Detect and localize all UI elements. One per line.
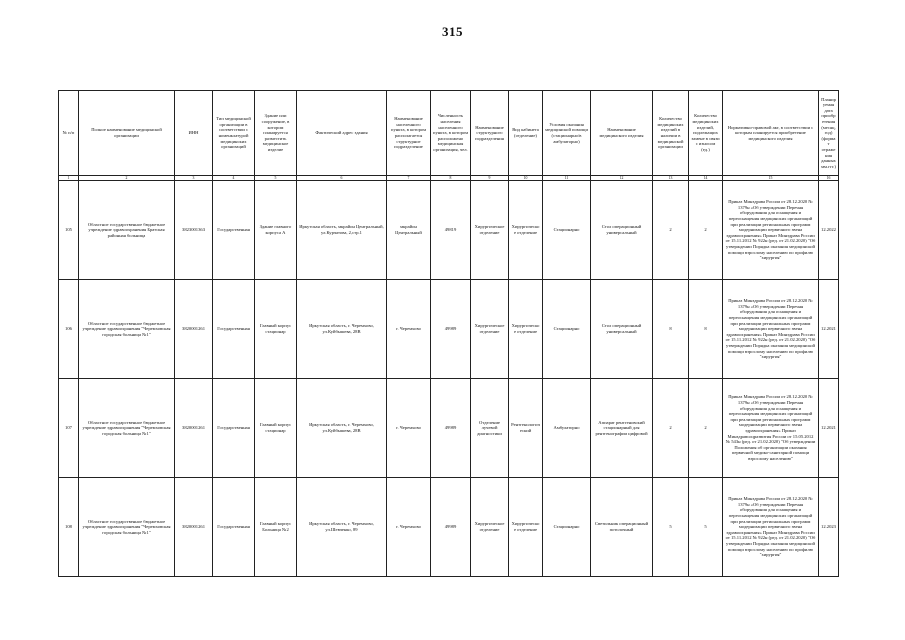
- quantity-available: 5: [653, 478, 689, 577]
- locality: г. Черемхово: [387, 280, 431, 379]
- population: 49819: [431, 181, 471, 280]
- structural-unit: Хирургическое отделение: [471, 478, 509, 577]
- medical-equipment-table: [58, 90, 839, 577]
- table-row: [59, 181, 839, 280]
- care-conditions: Стационарно: [543, 181, 591, 280]
- address: Иркутская область, мкрайон Центральный, ул.Курчатова, 2,стр.1: [297, 181, 387, 280]
- quantity-to-replace: 5: [689, 478, 723, 577]
- header-cell: Фактический адрес здания: [297, 91, 387, 176]
- column-index: 2: [79, 176, 175, 181]
- header-cell: Наименование структурного подразделения: [471, 91, 509, 176]
- organization-type: Государственная: [213, 379, 255, 478]
- header-cell: Количество медицинских изделий, подлежащих замене в связи с износом (ед.): [689, 91, 723, 176]
- device-name: Аппарат рентгеновский стационарный для рентгенографии цифровой: [591, 379, 653, 478]
- quantity-available: 2: [653, 379, 689, 478]
- column-index: 15: [723, 176, 819, 181]
- planned-date: 12.2022: [819, 181, 839, 280]
- organization-type: Государственная: [213, 280, 255, 379]
- locality: мкрайон Центральный: [387, 181, 431, 280]
- row-number: 108: [59, 478, 79, 577]
- planned-date: 12.2023: [819, 478, 839, 577]
- building: Главный корпус Больница №2: [255, 478, 297, 577]
- structural-unit: Хирургическое отделение: [471, 181, 509, 280]
- population: 49989: [431, 379, 471, 478]
- header-cell: ИНН: [175, 91, 213, 176]
- column-index: 1: [59, 176, 79, 181]
- structural-unit: Отделение лучевой диагностики: [471, 379, 509, 478]
- device-name: Светильник операционный потолочный: [591, 478, 653, 577]
- legal-act: Приказ Минздрава России от 28.12.2020 № 1379н «Об утверждении Перечня оборудования для оснащения и переоснащения медицинских организаций при реализации региональных программ модернизации первичного звена здравоохранения» Приказ Минздрава России от 15.11.2012 № 922н (ред. от 21.02.2020) "Об утверждении Порядка оказания медицинской помощи взрослому населению по профилю "хирургия": [723, 478, 819, 577]
- column-index: 3: [175, 176, 213, 181]
- device-name: Стол операционный универсальный: [591, 280, 653, 379]
- care-conditions: Стационарно: [543, 280, 591, 379]
- column-index: 8: [431, 176, 471, 181]
- planned-date: 12.2021: [819, 280, 839, 379]
- cabinet-type: Рентгенологический: [509, 379, 543, 478]
- quantity-to-replace: 8: [689, 280, 723, 379]
- header-cell: Условия оказания медицинской помощи (стационарно/в амбулаторно): [543, 91, 591, 176]
- row-number: 106: [59, 280, 79, 379]
- header-cell: Наименование населенного пункта, в котором располагается структурное подразделение: [387, 91, 431, 176]
- inn: 3820001261: [175, 280, 213, 379]
- cabinet-type: Хирургическое отделение: [509, 280, 543, 379]
- column-index: 16: [819, 176, 839, 181]
- quantity-to-replace: 2: [689, 379, 723, 478]
- row-number: 105: [59, 181, 79, 280]
- header-cell: Количество медицинских изделий в наличии в медицинской организации: [653, 91, 689, 176]
- column-index: 11: [543, 176, 591, 181]
- address: Иркутская область, г. Черемхово, ул.Шевченко, 89: [297, 478, 387, 577]
- header-cell: Нормативно-правовой акт, в соответствии с которым планируется приобретение медицинского изделия: [723, 91, 819, 176]
- locality: г. Черемхово: [387, 379, 431, 478]
- header-cell: Тип медицинской организации в соответствии с номенклатурой медицинских организаций: [213, 91, 255, 176]
- header-cell: Здание или сооружение, в котором планируется разместить медицинское изделие: [255, 91, 297, 176]
- device-name: Стол операционный универсальный: [591, 181, 653, 280]
- care-conditions: Стационарно: [543, 478, 591, 577]
- building: Здание главного корпуса А: [255, 181, 297, 280]
- population: 49989: [431, 478, 471, 577]
- column-index: 12: [591, 176, 653, 181]
- organization-name: Областное государственное бюджетное учреждение здравоохранения Братская районная больница: [79, 181, 175, 280]
- organization-name: Областное государственное бюджетное учреждение здравоохранения "Черемховская городская больница №1": [79, 280, 175, 379]
- planned-date: 12.2021: [819, 379, 839, 478]
- column-index: 9: [471, 176, 509, 181]
- header-cell: № п/п: [59, 91, 79, 176]
- locality: г. Черемхово: [387, 478, 431, 577]
- legal-act: Приказ Минздрава России от 28.12.2020 № 1379н «Об утверждении Перечня оборудования для оснащения и переоснащения медицинских организаций при реализации региональных программ модернизации первичного звена здравоохранения» Приказ Минздравсоцразвития России от 15.05.2012 № 543н (ред. от 21.02.2020) "Об утверждении Положения об организации оказания первичной медико-санитарной помощи взрослому населению": [723, 379, 819, 478]
- table-row: [59, 280, 839, 379]
- quantity-to-replace: 2: [689, 181, 723, 280]
- column-index: 6: [297, 176, 387, 181]
- organization-name: Областное государственное бюджетное учреждение здравоохранения "Черемховская городская больница №1": [79, 379, 175, 478]
- column-index: 13: [653, 176, 689, 181]
- organization-type: Государственная: [213, 181, 255, 280]
- column-index: 4: [213, 176, 255, 181]
- header-cell: Полное наименование медицинской организации: [79, 91, 175, 176]
- column-index: 14: [689, 176, 723, 181]
- page-number: 315: [442, 24, 463, 39]
- header-cell: Вид кабинета (отделение): [509, 91, 543, 176]
- column-index: 5: [255, 176, 297, 181]
- care-conditions: Амбулаторно: [543, 379, 591, 478]
- header-cell: Численность населения населенного пункта, в котором расположено медицинская организация, чел.: [431, 91, 471, 176]
- organization-type: Государственная: [213, 478, 255, 577]
- structural-unit: Хирургическое отделение: [471, 280, 509, 379]
- column-index: 7: [387, 176, 431, 181]
- header-row: [59, 91, 839, 176]
- column-index: 10: [509, 176, 543, 181]
- quantity-available: 8: [653, 280, 689, 379]
- inn: 3823001363: [175, 181, 213, 280]
- quantity-available: 2: [653, 181, 689, 280]
- cabinet-type: Хирургическое отделение: [509, 181, 543, 280]
- header-cell: Наименование медицинского изделия: [591, 91, 653, 176]
- building: Главный корпус стационар: [255, 379, 297, 478]
- table-row: [59, 379, 839, 478]
- inn: 3820001261: [175, 478, 213, 577]
- building: Главный корпус стационар: [255, 280, 297, 379]
- population: 49989: [431, 280, 471, 379]
- row-number: 107: [59, 379, 79, 478]
- legal-act: Приказ Минздрава России от 28.12.2020 № 1379н «Об утверждении Перечня оборудования для оснащения и переоснащения медицинских организаций при реализации региональных программ модернизации первичного звена здравоохранения» Приказ Минздрава России от 15.11.2012 № 922н (ред. от 21.02.2020) "Об утверждении Порядка оказания медицинской помощи взрослому населению по профилю "хирургия": [723, 181, 819, 280]
- legal-act: Приказ Минздрава России от 28.12.2020 № 1379н «Об утверждении Перечня оборудования для оснащения и переоснащения медицинских организаций при реализации региональных программ модернизации первичного звена здравоохранения» Приказ Минздрава России от 15.11.2012 № 922н (ред. от 21.02.2020) "Об утверждении Порядка оказания медицинской помощи взрослому населению по профилю "хирургия": [723, 280, 819, 379]
- address: Иркутская область, г. Черемхово, ул.Куйбышева, 28В: [297, 280, 387, 379]
- header-cell: Планируемая дата приобретения (месяц, год) (формат отражения данных мм.ггг.): [819, 91, 839, 176]
- organization-name: Областное государственное бюджетное учреждение здравоохранения "Черемховская городская больница №1": [79, 478, 175, 577]
- inn: 3820001261: [175, 379, 213, 478]
- cabinet-type: Хирургическое отделение: [509, 478, 543, 577]
- table-row: [59, 478, 839, 577]
- address: Иркутская область, г. Черемхово, ул.Куйбышева, 28В: [297, 379, 387, 478]
